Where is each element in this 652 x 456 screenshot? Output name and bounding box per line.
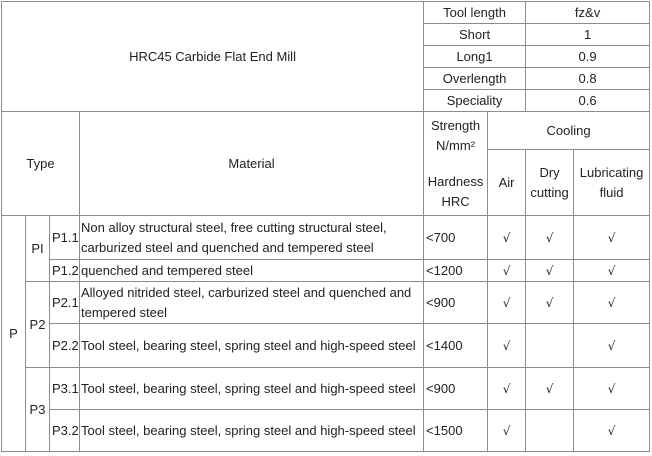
hardness-label: Hardness xyxy=(427,173,484,189)
strength-value: <1400 xyxy=(424,324,488,368)
air-check: √ xyxy=(488,410,526,452)
dry-cutting-check: √ xyxy=(526,216,574,260)
strength-value: <900 xyxy=(424,368,488,410)
material-description: Tool steel, bearing steel, spring steel and high-speed steel xyxy=(80,368,424,410)
dry-cutting-check: √ xyxy=(526,368,574,410)
table-row xyxy=(2,368,650,410)
lubricating-fluid-check: √ xyxy=(574,282,650,324)
dry-cutting-check xyxy=(526,410,574,452)
air-check: √ xyxy=(488,216,526,260)
material-description: Tool steel, bearing steel, spring steel and high-speed steel xyxy=(80,324,424,368)
tool-length-long1: Long1 xyxy=(424,46,526,68)
subgroup-p1: PI xyxy=(26,216,50,282)
dry-cutting-header: Dry cutting xyxy=(526,150,574,216)
air-check: √ xyxy=(488,260,526,282)
material-code: P2.1 xyxy=(50,282,80,324)
material-code: P2.2 xyxy=(50,324,80,368)
air-header: Air xyxy=(488,150,526,216)
material-header: Material xyxy=(80,112,424,216)
material-code: P1.2 xyxy=(50,260,80,282)
table-row xyxy=(2,216,650,260)
dry-cutting-check: √ xyxy=(526,260,574,282)
strength-value: <700 xyxy=(424,216,488,260)
strength-value: <1500 xyxy=(424,410,488,452)
strength-value: <1200 xyxy=(424,260,488,282)
table-row xyxy=(2,260,650,282)
lubricating-fluid-check: √ xyxy=(574,324,650,368)
lubricating-fluid-check: √ xyxy=(574,368,650,410)
subgroup-p3: P3 xyxy=(26,368,50,452)
material-description: Alloyed nitrided steel, carburized steel and quenched and tempered steel xyxy=(80,282,424,324)
dry-cutting-check: √ xyxy=(526,282,574,324)
material-description: Tool steel, bearing steel, spring steel and high-speed steel xyxy=(80,410,424,452)
table-row xyxy=(2,410,650,452)
lubricating-fluid-check: √ xyxy=(574,260,650,282)
lubricating-fluid-check: √ xyxy=(574,410,650,452)
strength-label: Strength xyxy=(430,117,481,133)
strength-value: <900 xyxy=(424,282,488,324)
subgroup-p2: P2 xyxy=(26,282,50,368)
lubricating-fluid-check: √ xyxy=(574,216,650,260)
material-description: quenched and tempered steel xyxy=(80,260,424,282)
hardness-unit: HRC xyxy=(441,193,470,209)
tool-length-header: Tool length xyxy=(424,2,526,24)
type-header: Type xyxy=(2,112,80,216)
air-check: √ xyxy=(488,282,526,324)
end-mill-spec-table xyxy=(1,1,650,452)
feed-factor-speciality: 0.6 xyxy=(526,90,650,112)
air-check: √ xyxy=(488,324,526,368)
lubricating-fluid-header: Lubricating fluid xyxy=(574,150,650,216)
air-check: √ xyxy=(488,368,526,410)
group-p: P xyxy=(2,216,26,452)
feed-factor-long1: 0.9 xyxy=(526,46,650,68)
tool-length-speciality: Speciality xyxy=(424,90,526,112)
material-description: Non alloy structural steel, free cutting structural steel, carburized steel and quenched and tempered steel xyxy=(80,216,424,260)
table-row xyxy=(2,324,650,368)
material-code: P3.1 xyxy=(50,368,80,410)
feed-factor-overlength: 0.8 xyxy=(526,68,650,90)
cooling-header: Cooling xyxy=(488,112,650,150)
tool-length-overlength: Overlength xyxy=(424,68,526,90)
tool-length-short: Short xyxy=(424,24,526,46)
feed-factor-short: 1 xyxy=(526,24,650,46)
feed-factor-header: fz&v xyxy=(526,2,650,24)
dry-cutting-check xyxy=(526,324,574,368)
strength-unit: N/mm² xyxy=(436,137,476,153)
material-code: P1.1 xyxy=(50,216,80,260)
strength-hardness-header xyxy=(424,112,488,216)
table-title: HRC45 Carbide Flat End Mill xyxy=(2,2,424,112)
material-code: P3.2 xyxy=(50,410,80,452)
table-row xyxy=(2,282,650,324)
